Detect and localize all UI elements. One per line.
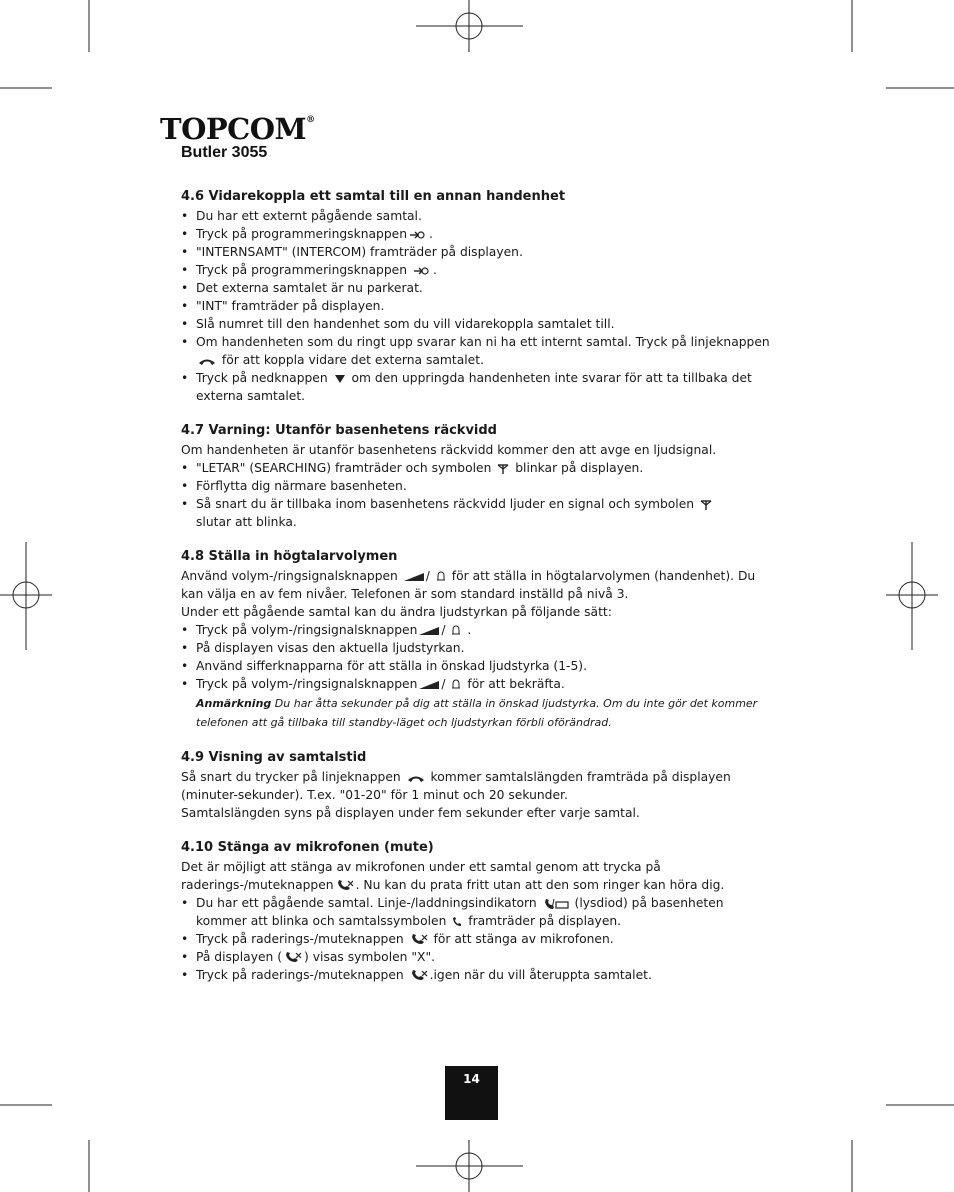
- antenna-icon: [497, 463, 509, 475]
- registration-mark-left: [0, 542, 52, 650]
- section-title: 4.6 Vidarekoppla ett samtal till en annan handenhet: [181, 189, 566, 204]
- registration-mark-right: [886, 542, 938, 650]
- bell-icon: [451, 625, 461, 636]
- antenna-icon: [700, 499, 712, 511]
- list-item: • Tryck på nedknappen om den uppringda handenheten inte svarar för att ta tillbaka det externa samtalet.: [181, 369, 771, 405]
- section-title: 4.10 Stänga av mikrofonen (mute): [181, 840, 434, 855]
- section-4-6: [181, 188, 771, 405]
- mute-key-icon: [410, 934, 428, 946]
- list-item: • Det externa samtalet är nu parkerat.: [181, 279, 771, 297]
- bell-icon: [436, 571, 446, 582]
- mute-key-icon: [336, 880, 354, 892]
- list-item: • Tryck på raderings-/muteknappen .igen när du vill återuppta samtalet.: [181, 966, 771, 984]
- volume-icon: [419, 681, 439, 689]
- section-title: 4.9 Visning av samtalstid: [181, 750, 367, 765]
- section-title: 4.7 Varning: Utanför basenhetens räckvidd: [181, 423, 497, 438]
- paragraph: Samtalslängden syns på displayen under fem sekunder efter varje samtal.: [181, 806, 640, 820]
- line-key-icon: [198, 356, 216, 366]
- list-item: • På displayen visas den aktuella ljudstyrkan.: [181, 639, 771, 657]
- page-number: 14: [445, 1066, 498, 1120]
- list-item: • Tryck på programmeringsknappen .: [181, 261, 771, 279]
- list-item: • "INTERNSAMT" (INTERCOM) framträder på displayen.: [181, 243, 771, 261]
- down-arrow-icon: [334, 374, 346, 384]
- program-key-icon: [409, 229, 427, 241]
- mute-key-icon: [410, 970, 428, 982]
- list-item: • På displayen ( ) visas symbolen "X".: [181, 948, 771, 966]
- list-item: • Du har ett pågående samtal. Linje-/laddningsindikatorn (lysdiod) på basenheten kommer att blinka och samtalssymbolen framträder på displayen.: [181, 894, 771, 930]
- registration-mark-bottom: [416, 1140, 523, 1192]
- list-item: • Så snart du är tillbaka inom basenhetens räckvidd ljuder en signal och symbolen slutar att blinka.: [181, 495, 771, 531]
- list-item: • Tryck på volym-/ringsignalsknappen / för att bekräfta.: [181, 675, 771, 693]
- program-key-icon: [413, 265, 431, 277]
- section-4-10: [181, 839, 771, 984]
- paragraph: Det är möjligt att stänga av mikrofonen under ett samtal genom att trycka på raderings-/muteknappen . Nu kan du prata fritt utan att den som ringer kan höra dig.: [181, 860, 725, 892]
- volume-icon: [419, 627, 439, 635]
- brand-logo: TOPCOM®: [160, 112, 315, 146]
- section-4-7: [181, 422, 771, 531]
- volume-icon: [404, 573, 424, 581]
- list-item: • "LETAR" (SEARCHING) framträder och symbolen blinkar på displayen.: [181, 459, 771, 477]
- section-4-8: [181, 548, 771, 732]
- section-4-9: [181, 749, 771, 822]
- bell-icon: [451, 679, 461, 690]
- note-label: Anmärkning: [196, 697, 272, 710]
- list-item: • Tryck på volym-/ringsignalsknappen / .: [181, 621, 771, 639]
- line-charge-indicator-icon: [543, 898, 569, 910]
- section-title: 4.8 Ställa in högtalarvolymen: [181, 549, 398, 564]
- list-item: • Du har ett externt pågående samtal.: [181, 207, 771, 225]
- list-item: • Tryck på raderings-/muteknappen för att stänga av mikrofonen.: [181, 930, 771, 948]
- list-item: • "INT" framträder på displayen.: [181, 297, 771, 315]
- model-name: Butler 3055: [181, 144, 268, 161]
- paragraph: Så snart du trycker på linjeknappen kommer samtalslängden framträda på displayen (minuter-sekunder). T.ex. "01-20" för 1 minut och 20 sekunder.: [181, 770, 731, 802]
- registration-mark-top: [416, 0, 523, 52]
- list-item: • Förflytta dig närmare basenheten.: [181, 477, 771, 495]
- list-item: • Om handenheten som du ringt upp svarar kan ni ha ett internt samtal. Tryck på linjeknappen för att koppla vidare det externa samtalet.: [181, 333, 771, 369]
- list-item: • Slå numret till den handenhet som du vill vidarekoppla samtalet till.: [181, 315, 771, 333]
- paragraph: Om handenheten är utanför basenhetens räckvidd kommer den att avge en ljudsignal.: [181, 443, 717, 457]
- list-item: • Tryck på programmeringsknappen .: [181, 225, 771, 243]
- mute-key-icon: [284, 952, 302, 964]
- manual-content: [181, 188, 771, 1001]
- paragraph: Under ett pågående samtal kan du ändra ljudstyrkan på följande sätt:: [181, 605, 612, 619]
- line-key-icon: [407, 773, 425, 783]
- call-icon: [452, 916, 462, 927]
- note: Anmärkning Du har åtta sekunder på dig att ställa in önskad ljudstyrka. Om du inte gör det kommer telefonen att gå tillbaka till standby-läget och ljudstyrkan förbli oförändrad.: [196, 697, 758, 729]
- brand-name: TOPCOM: [160, 112, 307, 146]
- paragraph: Använd volym-/ringsignalsknappen / för att ställa in högtalarvolymen (handenhet). Du kan välja en av fem nivåer. Telefonen är som standard inställd på nivå 3.: [181, 569, 756, 601]
- list-item: • Använd sifferknapparna för att ställa in önskad ljudstyrka (1-5).: [181, 657, 771, 675]
